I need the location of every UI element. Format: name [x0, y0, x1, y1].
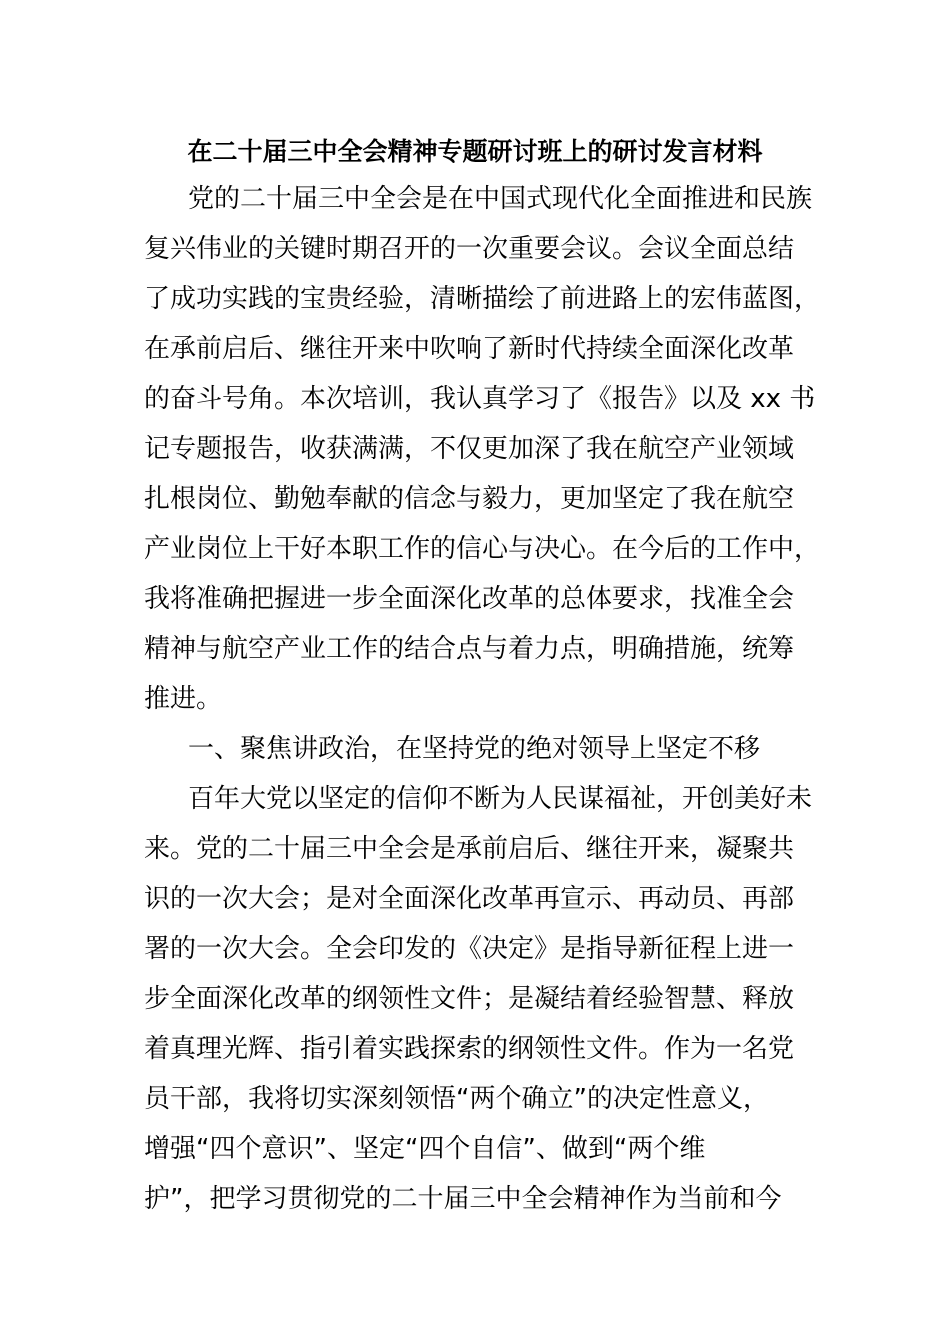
paragraph-line: 护”，把学习贯彻党的二十届三中全会精神作为当前和今: [144, 1184, 782, 1214]
paragraph-line: 我将准确把握进一步全面深化改革的总体要求，找准全会: [144, 584, 795, 614]
paragraph-line: 百年大党以坚定的信仰不断为人民谋福祉，开创美好未: [188, 784, 813, 814]
paragraph-line: 员干部，我将切实深刻领悟“两个确立”的决定性意义，: [144, 1084, 769, 1114]
paragraph-line: 精神与航空产业工作的结合点与着力点，明确措施，统筹: [144, 634, 795, 664]
paragraph-line: 署的一次大会。全会印发的《决定》是指导新征程上进一: [144, 934, 795, 964]
document-title: 在二十届三中全会精神专题研讨班上的研讨发言材料: [187, 137, 763, 166]
paragraph-line: 记专题报告，收获满满，不仅更加深了我在航空产业领域: [144, 434, 795, 464]
paragraph-line: 党的二十届三中全会是在中国式现代化全面推进和民族: [188, 184, 813, 214]
paragraph-line: 了成功实践的宝贵经验，清晰描绘了前进路上的宏伟蓝图，: [144, 284, 821, 314]
paragraph-line: 复兴伟业的关键时期召开的一次重要会议。会议全面总结: [144, 234, 795, 264]
paragraph-line: 推进。: [144, 684, 223, 714]
paragraph-line: 来。党的二十届三中全会是承前启后、继往开来，凝聚共: [144, 834, 795, 864]
paragraph-line: 在承前启后、继往开来中吹响了新时代持续全面深化改革: [144, 334, 795, 364]
paragraph-line: 的奋斗号角。本次培训，我认真学习了《报告》以及 xx 书: [144, 384, 816, 414]
paragraph-line: 着真理光辉、指引着实践探索的纲领性文件。作为一名党: [144, 1034, 795, 1064]
paragraph-line: 步全面深化改革的纲领性文件；是凝结着经验智慧、释放: [144, 984, 795, 1014]
paragraph-line: 识的一次大会；是对全面深化改革再宣示、再动员、再部: [144, 884, 795, 914]
section-heading: 一、聚焦讲政治，在坚持党的绝对领导上坚定不移: [188, 734, 761, 764]
paragraph-line: 增强“四个意识”、坚定“四个自信”、做到“两个维: [144, 1134, 706, 1164]
paragraph-line: 扎根岗位、勤勉奉献的信念与毅力，更加坚定了我在航空: [144, 484, 795, 514]
paragraph-line: 产业岗位上干好本职工作的信心与决心。在今后的工作中，: [144, 534, 821, 564]
